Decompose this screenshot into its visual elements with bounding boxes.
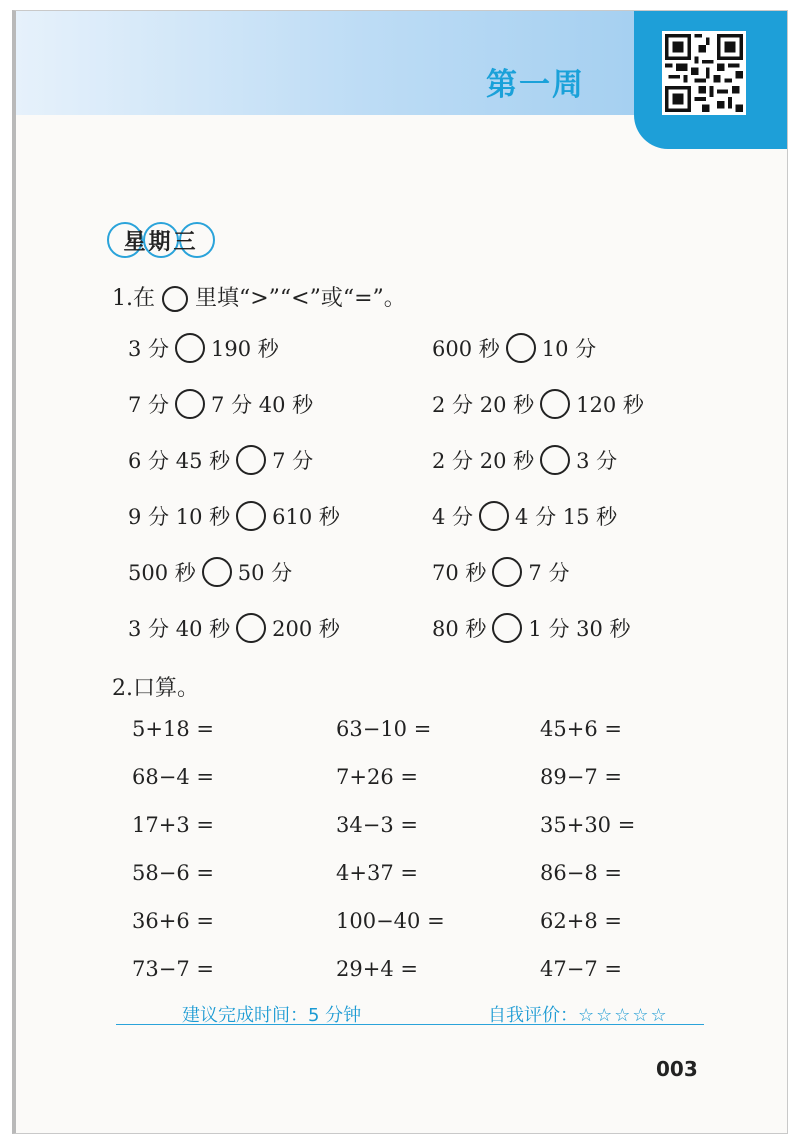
compare-left: 3 分 40 秒 [128,617,231,641]
compare-left: 7 分 [128,393,170,417]
compare-item [432,501,617,531]
compare-item [128,557,292,587]
calc-item: 100−40 = [336,909,445,933]
calc-item: 4+37 = [336,861,418,885]
qr-panel [634,11,788,149]
compare-right: 7 分 [528,561,570,585]
suggested-time-label: 建议完成时间：5 分钟 [182,1005,362,1026]
calc-item: 63−10 = [336,717,432,741]
compare-item [128,333,279,363]
compare-left: 80 秒 [432,617,487,641]
compare-right: 3 分 [576,449,618,473]
compare-left: 70 秒 [432,561,487,585]
calc-item: 86−8 = [540,861,622,885]
calc-item: 62+8 = [540,909,622,933]
compare-item [432,333,596,363]
calc-item: 89−7 = [540,765,622,789]
answer-circle[interactable] [175,333,205,363]
compare-left: 6 分 45 秒 [128,449,231,473]
calc-item: 35+30 = [540,813,636,837]
day-label: 星期三 [123,230,199,255]
calc-item: 17+3 = [132,813,214,837]
calc-item: 58−6 = [132,861,214,885]
answer-circle[interactable] [492,613,522,643]
compare-item [128,501,340,531]
page-number: 003 [656,1057,698,1081]
qr-code-icon[interactable] [662,31,746,115]
section1-title-suffix: 里填“>”“<”或“=”。 [195,286,406,311]
compare-item [432,389,644,419]
compare-left: 3 分 [128,337,170,361]
compare-right: 200 秒 [272,617,340,641]
calc-item: 7+26 = [336,765,418,789]
calc-item: 34−3 = [336,813,418,837]
workbook-page [12,10,788,1134]
compare-item [432,557,569,587]
week-title: 第一周 [486,67,585,103]
compare-item [128,613,340,643]
compare-right: 50 分 [237,561,293,585]
compare-right: 190 秒 [211,337,279,361]
compare-left: 2 分 20 秒 [432,393,535,417]
calc-item: 68−4 = [132,765,214,789]
compare-right: 610 秒 [272,505,340,529]
star-rating-icon[interactable]: ☆☆☆☆☆ [578,1005,669,1026]
answer-circle[interactable] [506,333,536,363]
calc-item: 5+18 = [132,717,214,741]
answer-circle-icon [162,286,188,312]
calc-item: 73−7 = [132,957,214,981]
compare-right: 7 分 40 秒 [211,393,314,417]
compare-left: 600 秒 [432,337,500,361]
compare-item [128,445,313,475]
section2-title: 2.口算。 [112,676,199,701]
compare-right: 120 秒 [576,393,644,417]
compare-right: 1 分 30 秒 [528,617,631,641]
calc-item: 29+4 = [336,957,418,981]
compare-item [432,613,631,643]
calc-item: 47−7 = [540,957,622,981]
compare-left: 500 秒 [128,561,196,585]
answer-circle[interactable] [202,557,232,587]
self-evaluation-label: 自我评价： [488,1005,578,1026]
calc-item: 36+6 = [132,909,214,933]
answer-circle[interactable] [236,501,266,531]
answer-circle[interactable] [479,501,509,531]
compare-left: 4 分 [432,505,474,529]
compare-right: 7 分 [272,449,314,473]
section1-title-prefix: 1.在 [112,286,155,311]
compare-left: 9 分 10 秒 [128,505,231,529]
answer-circle[interactable] [492,557,522,587]
calc-item: 45+6 = [540,717,622,741]
answer-circle[interactable] [236,445,266,475]
answer-circle[interactable] [540,389,570,419]
compare-right: 10 分 [541,337,597,361]
compare-right: 4 分 15 秒 [515,505,618,529]
answer-circle[interactable] [540,445,570,475]
answer-circle[interactable] [236,613,266,643]
day-badge [106,221,216,259]
section1-title [112,281,406,312]
compare-item [432,445,617,475]
compare-item [128,389,313,419]
compare-left: 2 分 20 秒 [432,449,535,473]
footer-divider [116,1024,704,1025]
answer-circle[interactable] [175,389,205,419]
